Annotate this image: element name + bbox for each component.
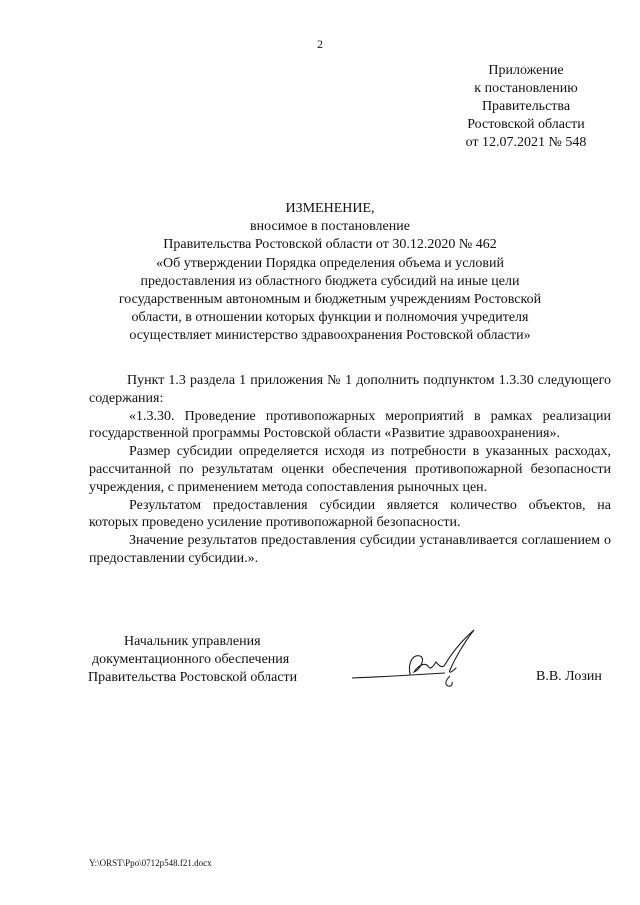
title-block	[60, 200, 600, 346]
body-text	[89, 372, 611, 568]
body-paragraph: Результатом предоставления субсидии является количество объектов, на которых проведено усиление противопожарной безопасности.	[89, 497, 611, 531]
signatory-position-line: Правительства Ростовской области	[88, 670, 298, 685]
title-line: вносимое в постановление	[250, 219, 410, 235]
annex-line: от 12.07.2021 № 548	[465, 135, 587, 150]
handwritten-signature	[350, 626, 500, 696]
title-line: осуществляет министерство здравоохранения Ростовской области»	[129, 328, 531, 344]
annex-block	[434, 62, 618, 152]
title-line: предоставления из областного бюджета субсидий на иные цели	[140, 273, 520, 289]
annex-line: Приложение	[488, 63, 564, 78]
title-line: государственным автономным и бюджетным учреждениям Ростовской	[118, 292, 542, 308]
title-line: «Об утверждении Порядка определения объема и условий	[155, 255, 505, 271]
file-path: Y:\ORST\Ppo\0712p548.f21.docx	[89, 858, 212, 868]
signatory-position-line: документационного обеспечения	[92, 652, 290, 667]
annex-line: к постановлению	[474, 81, 578, 96]
annex-line: Ростовской области	[467, 117, 585, 132]
signatory-position	[88, 633, 328, 687]
annex-line: Правительства	[481, 99, 571, 114]
signatory-name: В.В. Лозин	[536, 669, 602, 684]
body-paragraph: Значение результатов предоставления субсидии устанавливается соглашением о предоставлении субсидии.».	[89, 533, 611, 566]
title-line: области, в отношении которых функции и полномочия учредителя	[131, 310, 529, 326]
signatory-position-line: Начальник управления	[124, 634, 261, 649]
body-paragraph: Пункт 1.3 раздела 1 приложения № 1 дополнить подпунктом 1.3.30 следующего содержания:	[89, 373, 611, 406]
page-number: 2	[317, 37, 323, 51]
title-line: Правительства Ростовской области от 30.12.2020 № 462	[163, 237, 497, 253]
body-paragraph: Размер субсидии определяется исходя из потребности в указанных расходах, рассчитанной по результатам оценки обеспечения противопожарной безопасности учреждения, с применением метода сопоставления рыночных цен.	[89, 444, 611, 495]
body-paragraph: «1.3.30. Проведение противопожарных мероприятий в рамках реализации государственной программы Ростовской области «Развитие здравоохранения».	[89, 408, 611, 442]
document-heading: ИЗМЕНЕНИЕ,	[285, 201, 375, 216]
